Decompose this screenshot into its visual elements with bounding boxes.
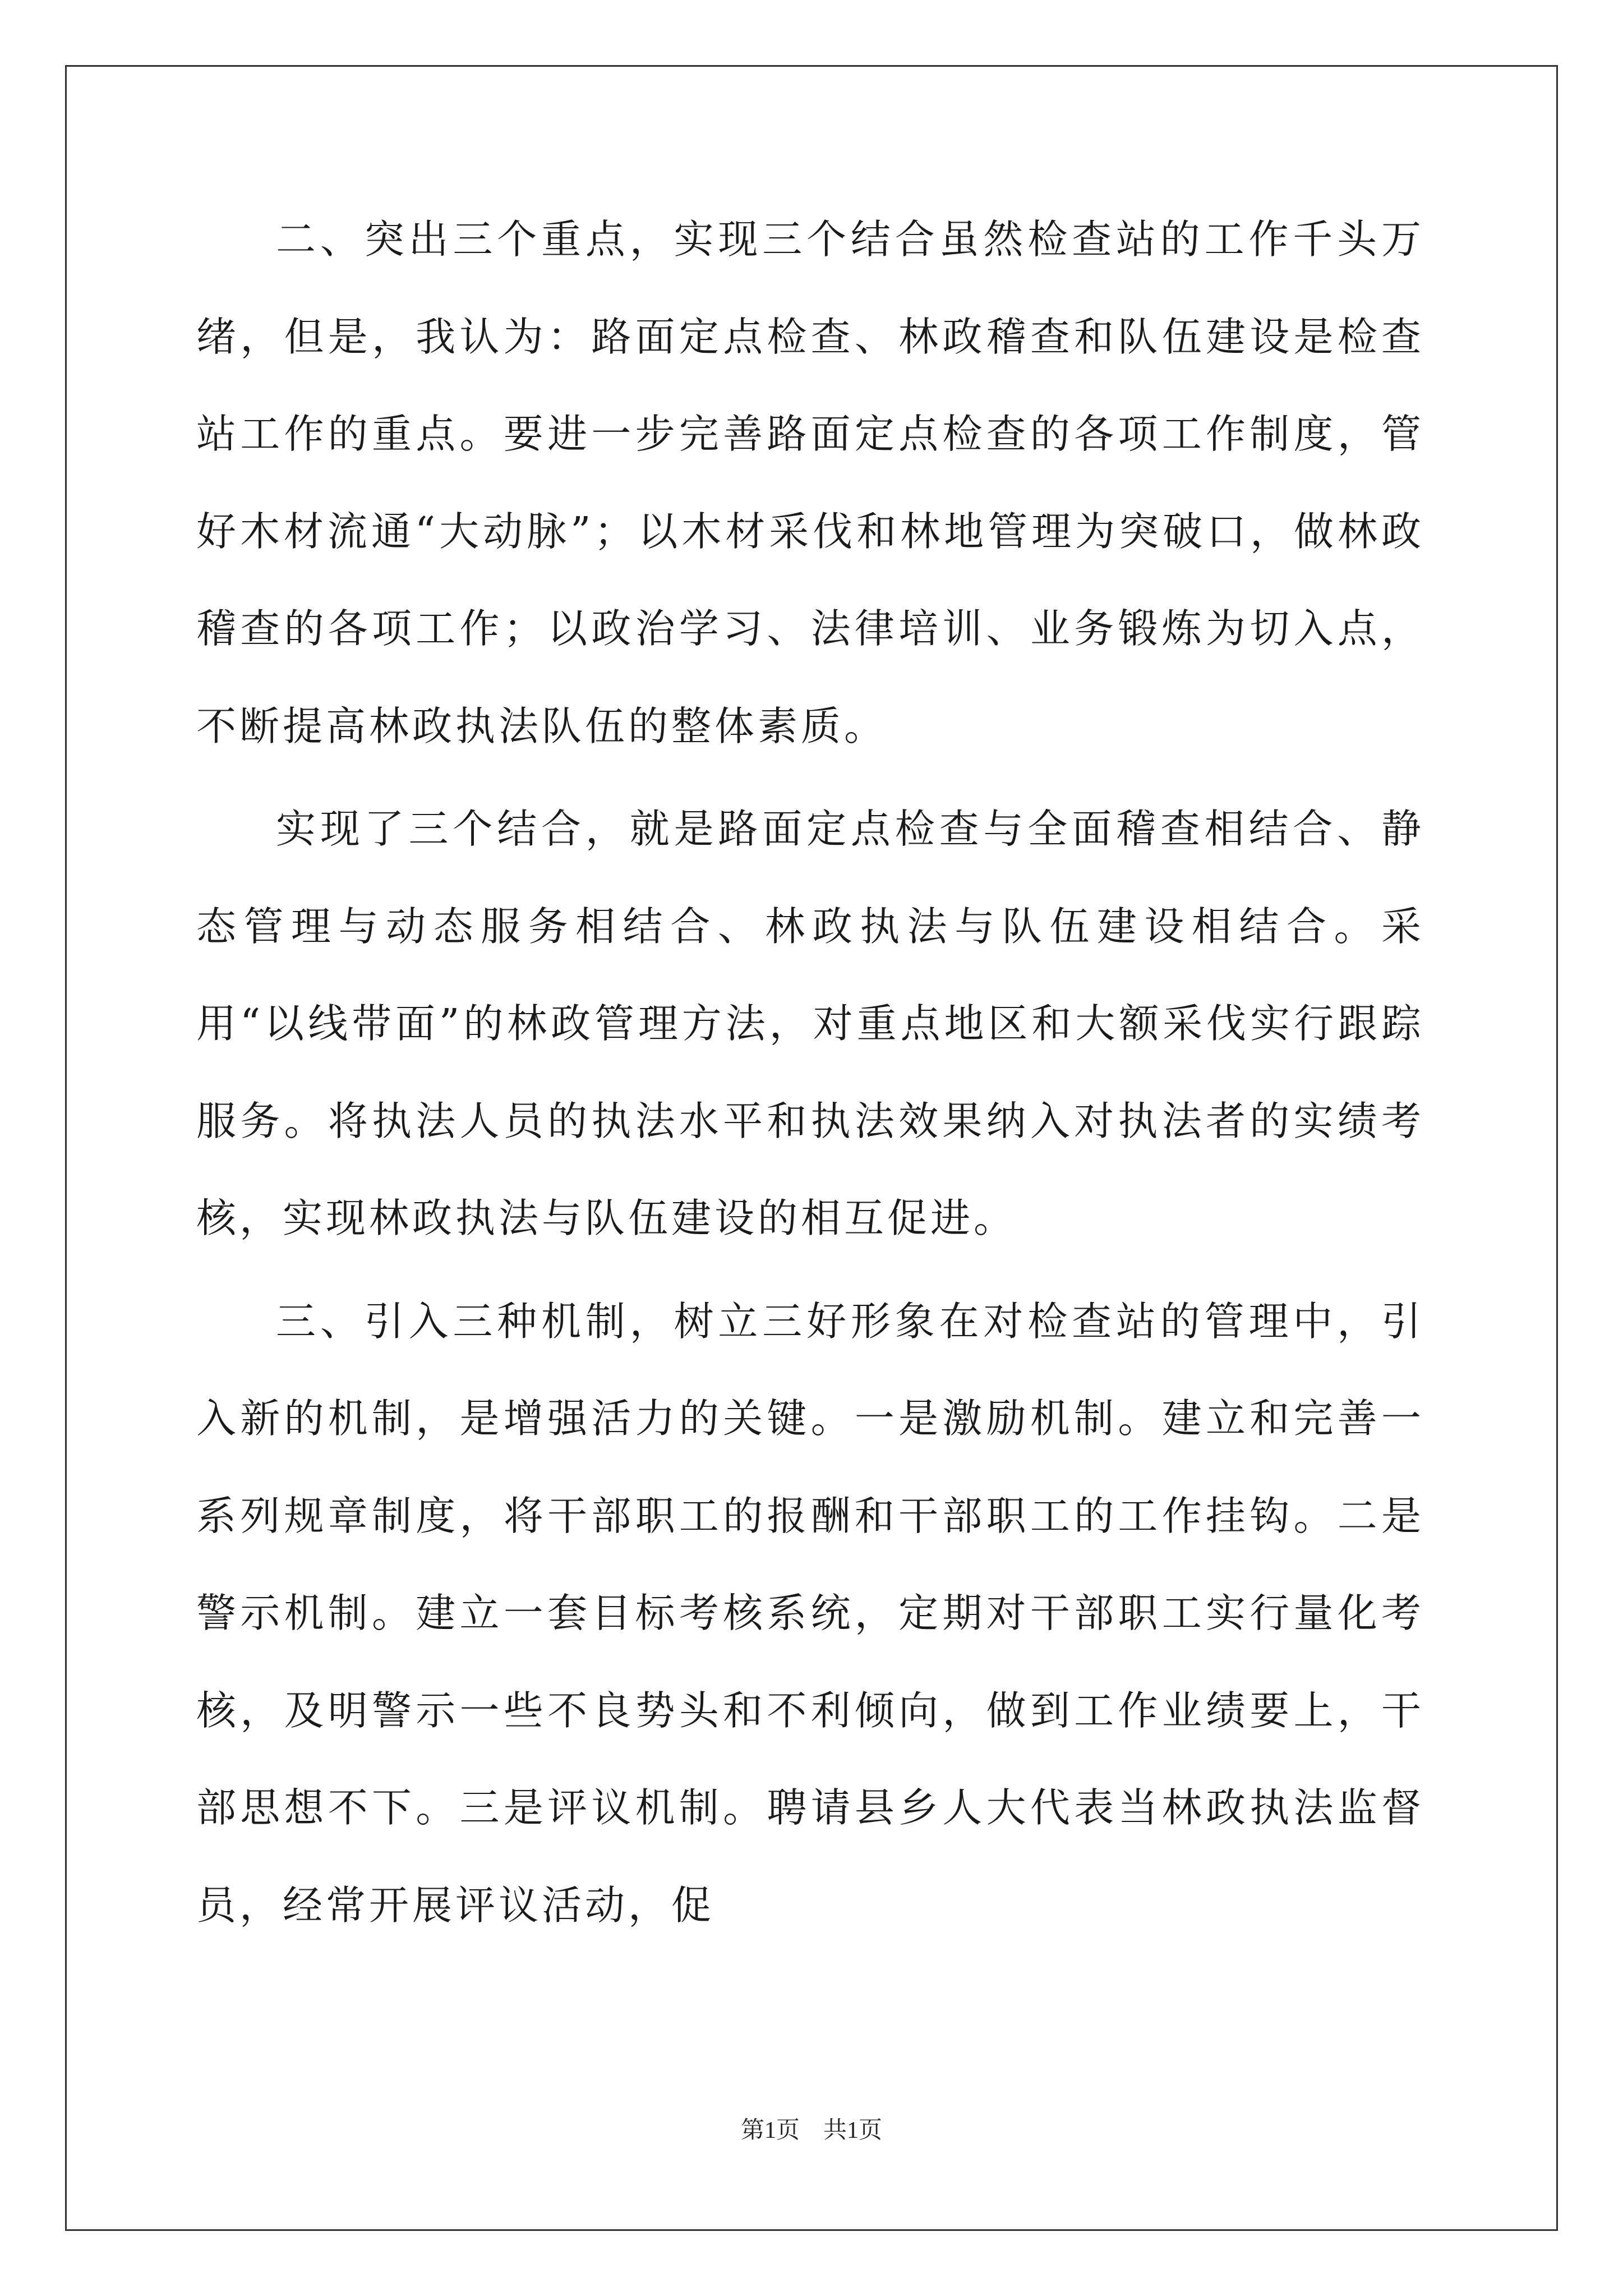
page-number-footer: 第1页 共1页	[740, 2118, 882, 2143]
paragraph-1: 二、突出三个重点，实现三个结合虽然检查站的工作千头万绪，但是，我认为：路面定点检查、林政稽查和队伍建设是检查站工作的重点。要进一步完善路面定点检查的各项工作制度，管好木材流通“大动脉”；以木材采伐和林地管理为突破口，做林政稽查的各项工作；以政治学习、法律培训、业务锻炼为切入点，不断提高林政执法队伍的整体素质。	[196, 216, 1424, 749]
paragraph-2: 实现了三个结合，就是路面定点检查与全面稽查相结合、静态管理与动态服务相结合、林政执法与队伍建设相结合。采用“以线带面”的林政管理方法，对重点地区和大额采伐实行跟踪服务。将执法人员的执法水平和执法效果纳入对执法者的实绩考核，实现林政执法与队伍建设的相互促进。	[196, 806, 1424, 1241]
document-body	[196, 191, 1424, 1959]
paragraph-3: 三、引入三种机制，树立三好形象在对检查站的管理中，引入新的机制，是增强活力的关键。一是激励机制。建立和完善一系列规章制度，将干部职工的报酬和干部职工的工作挂钩。二是警示机制。建立一套目标考核系统，定期对干部职工实行量化考核，及明警示一些不良势头和不利倾向，做到工作业绩要上，干部思想不下。三是评议机制。聘请县乡人大代表当林政执法监督员，经常开展评议活动，促	[196, 1297, 1424, 1929]
